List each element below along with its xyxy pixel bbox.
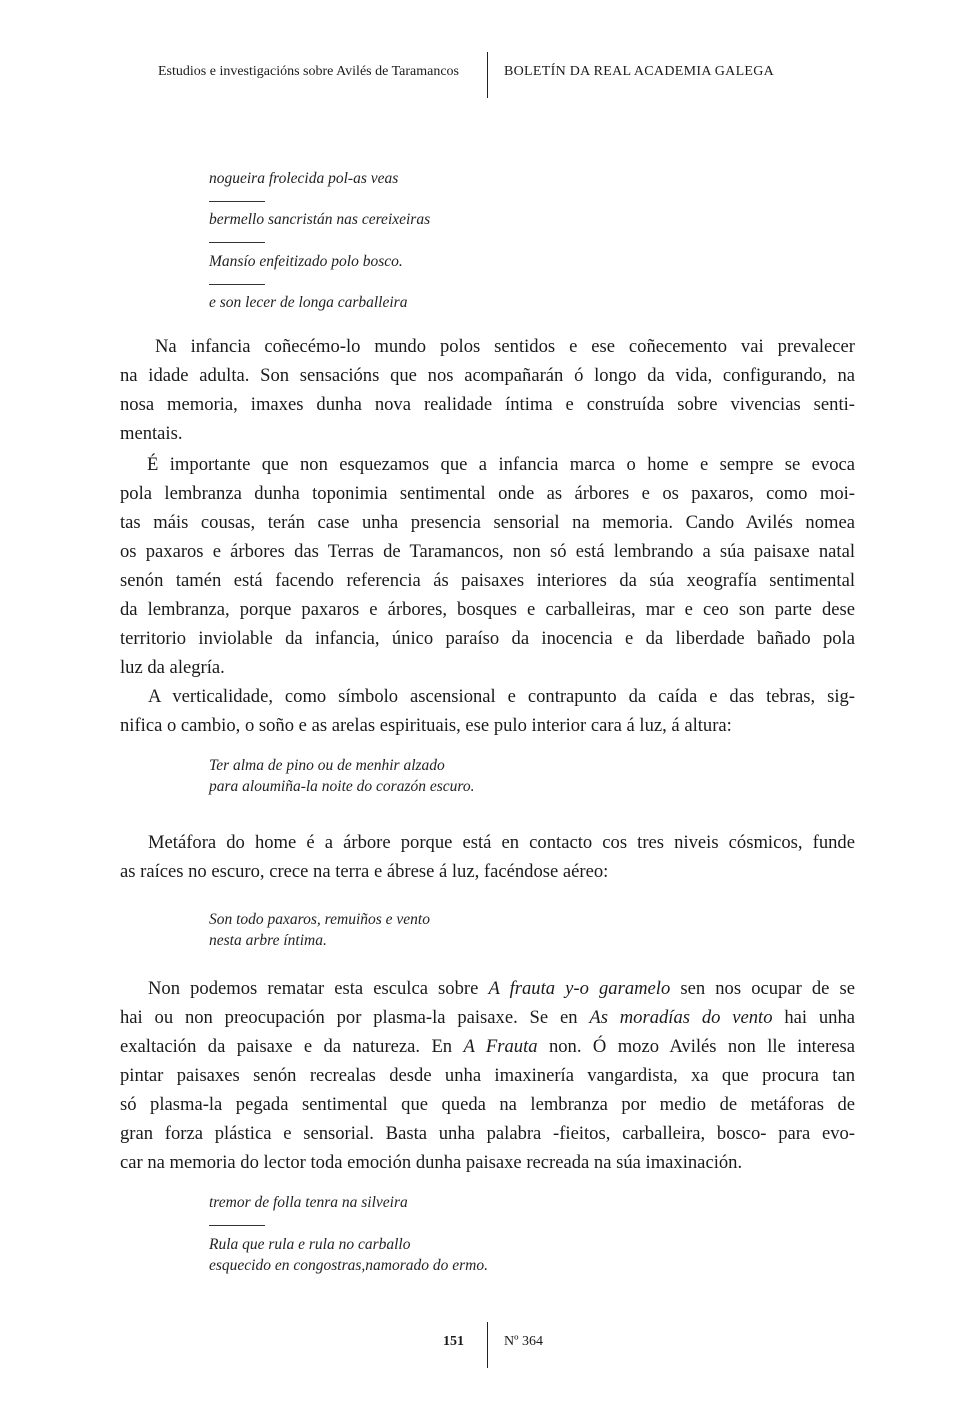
text-segment: senón tamén está facendo referencia ás paisaxes interiores da súa xeografía sentimental xyxy=(120,570,855,591)
running-header-left: Estudios e investigacións sobre Avilés de Taramancos xyxy=(158,64,459,79)
text-segment: sen nos ocupar de se xyxy=(670,978,856,999)
paragraph-line xyxy=(120,1064,855,1088)
text-segment: tas máis cousas, terán case unha presencia sensorial na memoria. Cando Avilés nomea xyxy=(120,512,855,533)
text-segment: pintar paisaxes senón recrealas desde unha imaxinería vangardista, xa que procura tan xyxy=(120,1065,855,1086)
text-segment: da lembranza, porque paxaros e árbores, bosques e carballeiras, mar e ceo son parte dese xyxy=(120,599,855,620)
paragraph-line xyxy=(120,714,855,738)
paragraph-line xyxy=(148,831,855,855)
paragraph-line xyxy=(155,335,855,359)
paragraph-line xyxy=(120,482,855,506)
header-divider xyxy=(487,52,488,98)
text-segment: Na infancia coñecémo-lo mundo polos sentidos e ese coñecemento vai prevalecer xyxy=(155,336,855,357)
verse-line: e son lecer de longa carballeira xyxy=(209,294,408,311)
italic-title: A Frauta xyxy=(463,1036,538,1057)
paragraph-line xyxy=(148,977,855,1001)
paragraph-line xyxy=(120,1093,855,1117)
quote-line: Ter alma de pino ou de menhir alzado xyxy=(209,757,445,774)
text-segment: Non podemos rematar esta esculca sobre xyxy=(148,978,489,999)
paragraph-line xyxy=(120,627,855,651)
text-segment: nosa memoria, imaxes dunha nova realidade íntima e construída sobre vivencias senti- xyxy=(120,394,855,415)
verse-line: nogueira frolecida pol-as veas xyxy=(209,170,399,187)
paragraph-line xyxy=(120,860,855,884)
verse-line: Mansío enfeitizado polo bosco. xyxy=(209,253,403,270)
text-segment: os paxaros e árbores das Terras de Taramancos, non só está lembrando a súa paisaxe natal xyxy=(120,541,855,562)
paragraph-line xyxy=(120,656,855,680)
verse-line: bermello sancristán nas cereixeiras xyxy=(209,211,431,228)
text-segment: exaltación da paisaxe e da natureza. En xyxy=(120,1036,464,1057)
issue-number: Nº 364 xyxy=(504,1334,543,1349)
verse-separator xyxy=(209,1225,265,1226)
text-segment: mentais. xyxy=(120,423,183,444)
paragraph-line xyxy=(120,598,855,622)
text-segment: car na memoria do lector toda emoción dunha paisaxe recreada na súa imaxinación. xyxy=(120,1152,743,1173)
text-segment: hai ou non preocupación por plasma-la paisaxe. Se en xyxy=(120,1007,590,1028)
text-segment: Metáfora do home é a árbore porque está en contacto cos tres niveis cósmicos, funde xyxy=(148,832,855,853)
paragraph-line xyxy=(147,453,855,477)
verse-separator xyxy=(209,242,265,243)
verse-line: tremor de folla tenra na silveira xyxy=(209,1194,408,1211)
text-segment: É importante que non esquezamos que a infancia marca o home e sempre se evoca xyxy=(147,454,855,475)
verse-separator xyxy=(209,284,265,285)
paragraph-line xyxy=(120,1006,855,1030)
paragraph-line xyxy=(120,569,855,593)
text-segment: nifica o cambio, o soño e as arelas espirituais, ese pulo interior cara á luz, á altura: xyxy=(120,715,732,736)
verse-separator xyxy=(209,201,265,202)
paragraph-line xyxy=(120,1035,855,1059)
text-segment: gran forza plástica e sensorial. Basta unha palabra -fieitos, carballeira, bosco- para evo- xyxy=(120,1123,855,1144)
text-segment: hai unha xyxy=(772,1007,856,1028)
paragraph-line xyxy=(120,540,855,564)
footer-divider xyxy=(487,1322,488,1368)
paragraph-line xyxy=(120,393,855,417)
text-segment: na idade adulta. Son sensacións que nos acompañarán ó longo da vida, configurando, na xyxy=(120,365,855,386)
text-segment: A verticalidade, como símbolo ascensional e contrapunto da caída e das tebras, sig- xyxy=(148,686,855,707)
italic-title: As moradías do vento xyxy=(589,1007,773,1028)
text-segment: territorio inviolable da infancia, único paraíso da inocencia e da liberdade bañado pola xyxy=(120,628,855,649)
text-segment: as raíces no escuro, crece na terra e ábrese á luz, facéndose aéreo: xyxy=(120,861,609,882)
italic-title: A frauta y-o garamelo xyxy=(488,978,671,999)
text-segment: pola lembranza dunha toponimia sentimental onde as árbores e os paxaros, como moi- xyxy=(120,483,855,504)
text-segment: só plasma-la pegada sentimental que queda na lembranza por medio de metáforas de xyxy=(120,1094,855,1115)
paragraph-line xyxy=(148,685,855,709)
paragraph-line xyxy=(120,1151,855,1175)
running-header-right: BOLETÍN DA REAL ACADEMIA GALEGA xyxy=(504,64,775,79)
page-number: 151 xyxy=(443,1334,464,1349)
paragraph-line xyxy=(120,511,855,535)
verse-line: Rula que rula e rula no carballo xyxy=(209,1236,411,1253)
paragraph-line xyxy=(120,1122,855,1146)
quote-line: para aloumiña-la noite do corazón escuro. xyxy=(209,778,475,795)
quote-line: Son todo paxaros, remuiños e vento xyxy=(209,911,430,928)
text-segment: luz da alegría. xyxy=(120,657,225,678)
verse-line: esquecido en congostras,namorado do ermo. xyxy=(209,1257,488,1274)
text-segment: non. Ó mozo Avilés non lle interesa xyxy=(537,1036,855,1057)
quote-line: nesta arbre íntima. xyxy=(209,932,327,949)
paragraph-line xyxy=(120,364,855,388)
paragraph-line xyxy=(120,422,855,446)
